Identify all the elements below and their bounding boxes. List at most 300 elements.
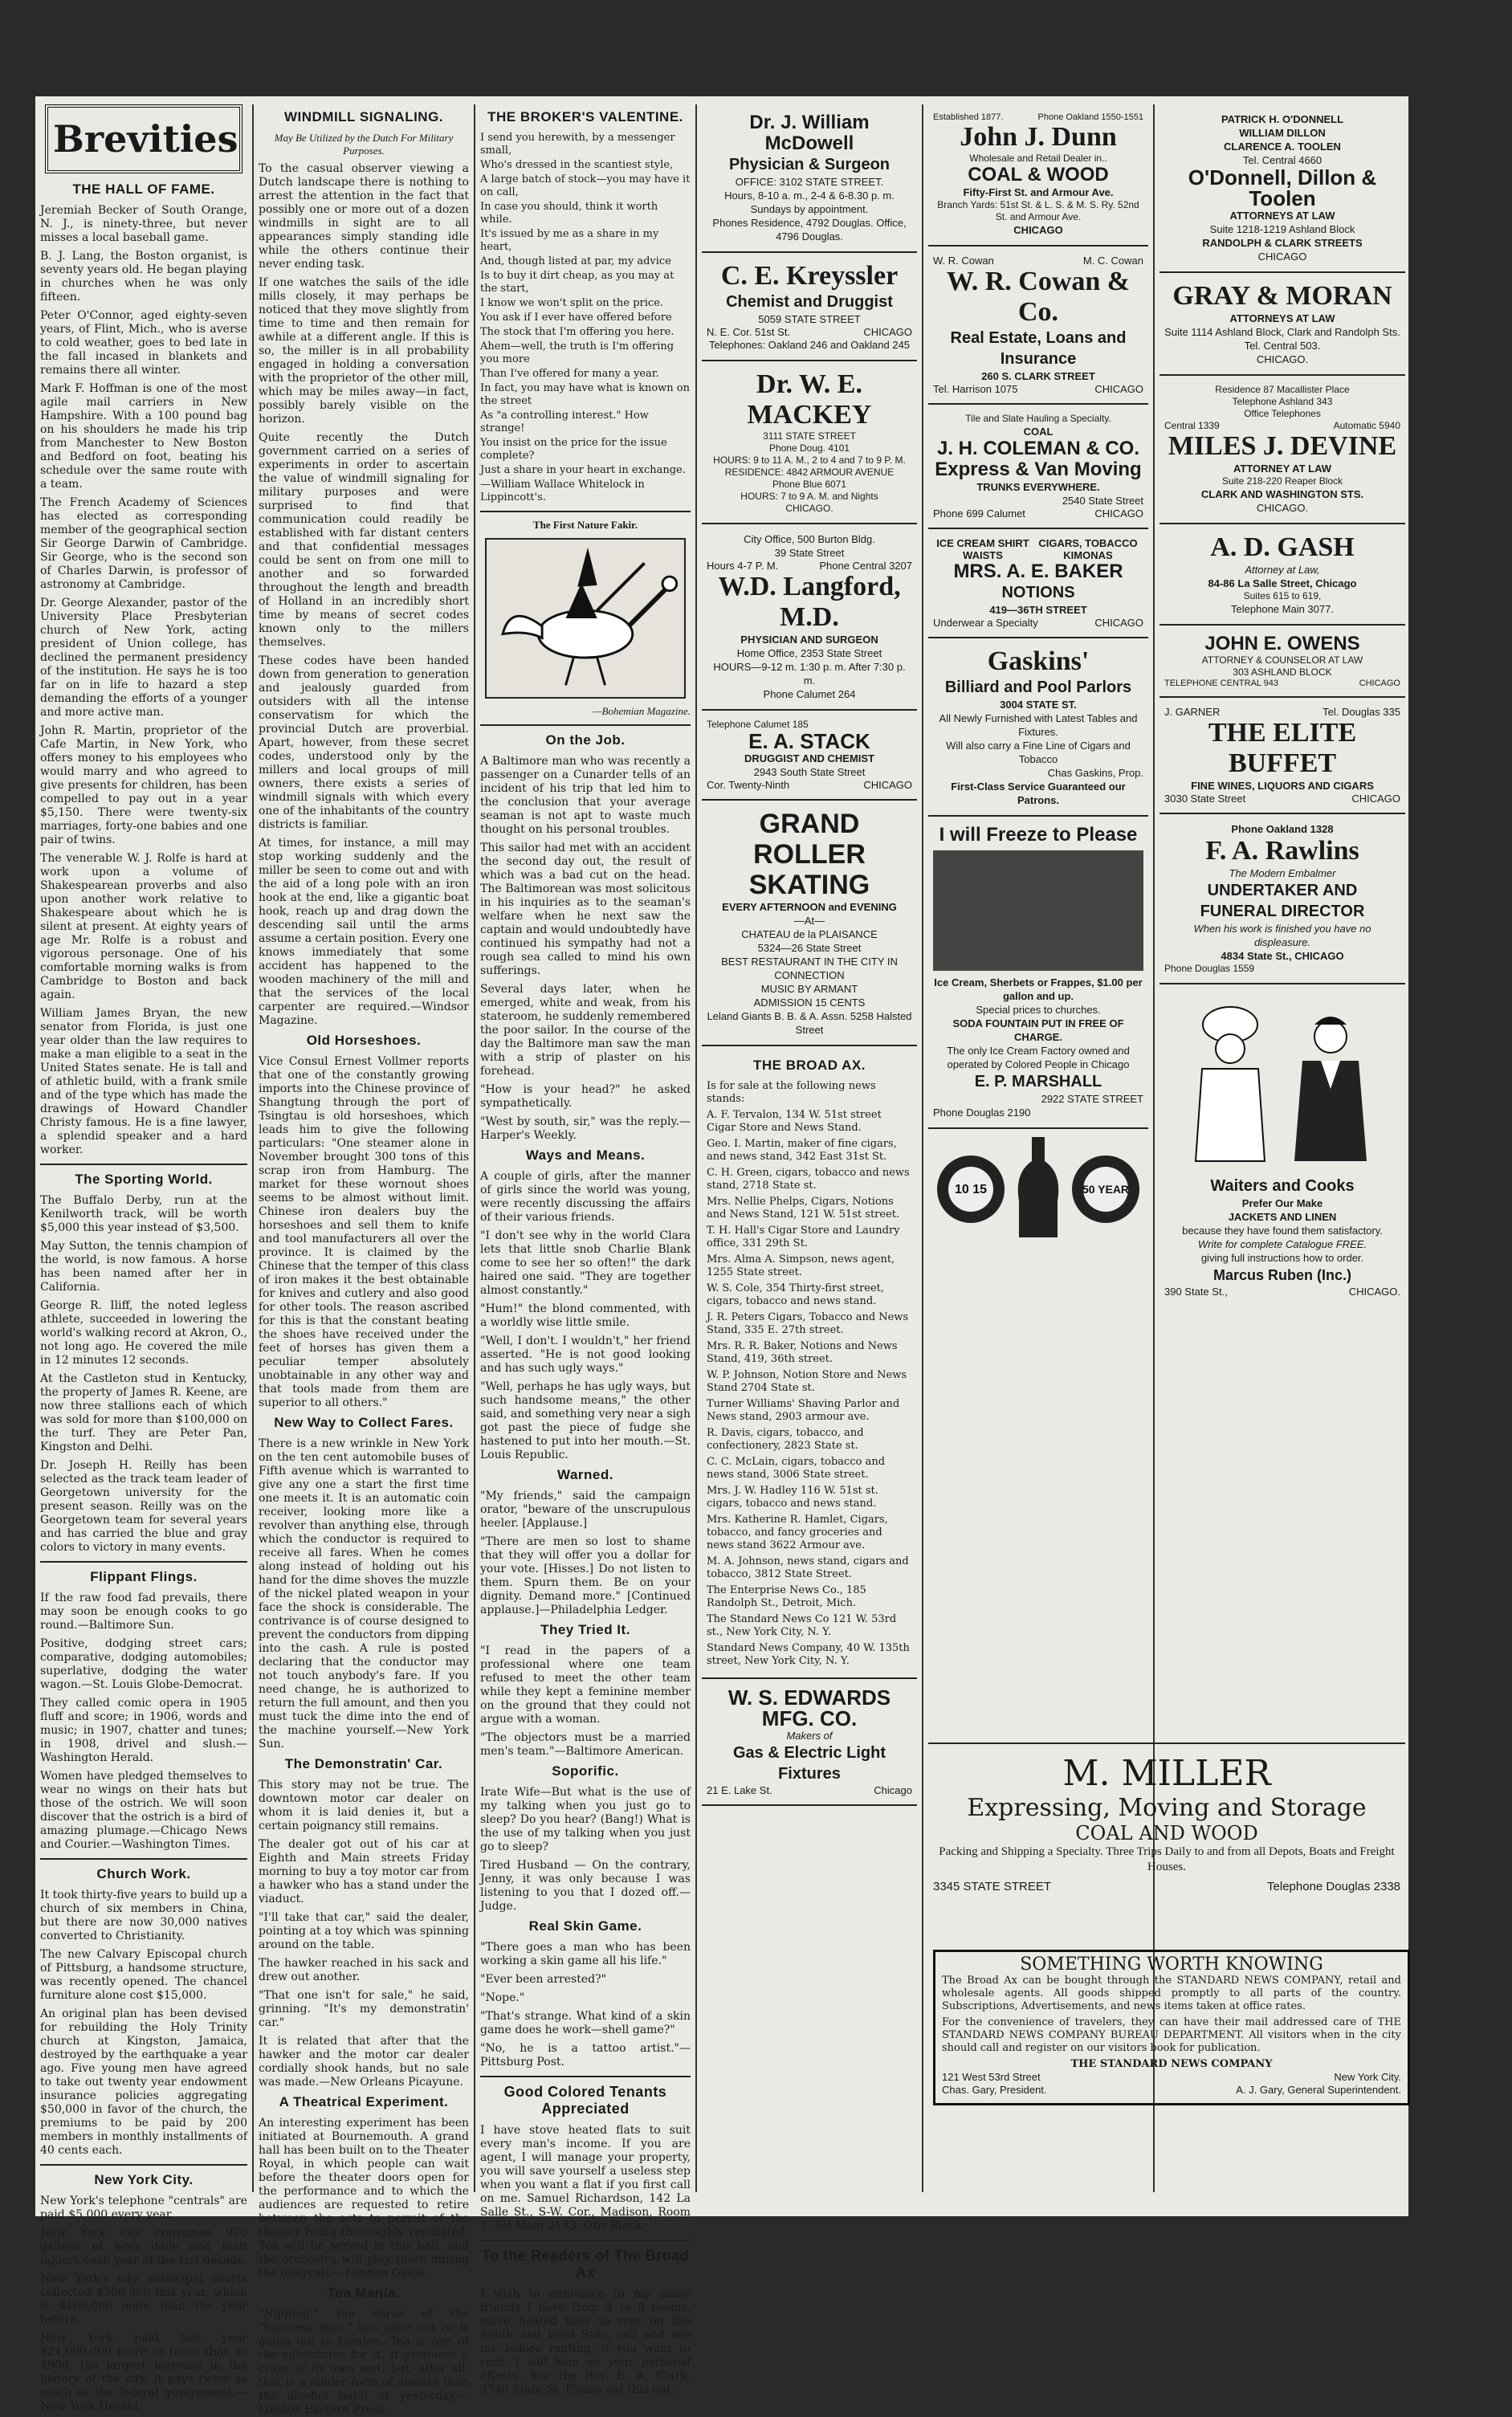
- ad-line: CHICAGO.: [1348, 1286, 1400, 1298]
- paragraph: I have stove heated flats to suit every man's income. If you are agent, I will manage your property, you will save yourself a useless step when you want a flat if you first call on me. Samuel Richardson, 142 La Salle St., S-W. Cor., Madison, Room 1, Tel Main 2133. Otis Block.: [480, 2124, 691, 2232]
- article-headline: They Tried It.: [540, 1622, 630, 1637]
- ad-line: 3004 STATE ST.: [1000, 699, 1077, 711]
- ad-line: ADMISSION 15 CENTS: [753, 997, 866, 1009]
- paragraph: An interesting experiment has been initiated at Bournemouth. A grand hall has been built on to the Theater Royal, in which people can wait before the theater doors open for the performance and to which the audiences are requested to retire between the acts to permit of the theater being thoroughly ventilated. Tea will be served in this hall, and the orchestra will play there during the intervals.—London Globe.: [259, 2117, 469, 2280]
- ad-line: Makers of: [786, 1730, 833, 1742]
- ad-name: GRAND: [759, 809, 860, 839]
- poem-line: It's issued by me as a share in my heart,: [480, 228, 659, 253]
- ad-title: COAL & WOOD: [968, 164, 1109, 185]
- article-headline: Soporific.: [552, 1763, 619, 1779]
- poem-line: Than I've offered for many a year.: [480, 368, 659, 380]
- ad-line: Central 1339: [1164, 420, 1220, 431]
- ad-title: Real Estate, Loans and Insurance: [950, 329, 1127, 368]
- ad-title: The Modern Embalmer: [1229, 867, 1336, 879]
- ad-stack: [702, 711, 917, 801]
- ad-name: Dr. W. E. MACKEY: [747, 369, 872, 430]
- ice-cream-factory-photo: [933, 850, 1143, 971]
- ad-line: HOURS: 7 to 9 A. M. and Nights: [740, 491, 878, 502]
- ad-name: E. A. STACK: [748, 729, 870, 753]
- paragraph: "I don't see why in the world Clara lets that little snob Charlie Blank come to see her so often!" the dark haired one said. "They are together almost constantly.": [480, 1229, 691, 1297]
- ad-line: 121 West 53rd Street: [942, 2071, 1041, 2083]
- list-item: J. R. Peters Cigars, Tobacco and News Stand, 335 E. 27th street.: [707, 1311, 909, 1336]
- ad-name: JOHN E. OWENS: [1204, 633, 1360, 654]
- ad-line: COAL AND WOOD: [1075, 1822, 1258, 1844]
- ad-line: 84-86 La Salle Street, Chicago: [1208, 577, 1357, 589]
- divider: [40, 2164, 247, 2166]
- ad-odonnell: [1159, 104, 1405, 273]
- paragraph: New York's telephone "centrals" are paid $5,000 every year.: [40, 2195, 247, 2221]
- article-headline: A Theatrical Experiment.: [279, 2094, 449, 2109]
- list-item: Mrs. Nellie Phelps, Cigars, Notions and News Stand, 121 W. 51st street.: [707, 1196, 900, 1221]
- ad-line: Fifty-First St. and Armour Ave.: [963, 186, 1114, 198]
- list-item: A. F. Tervalon, 134 W. 51st street Cigar Store and News Stand.: [707, 1109, 882, 1134]
- ad-line: JACKETS AND LINEN: [1228, 1211, 1337, 1223]
- ad-line: N. E. Cor. 51st St.: [707, 326, 791, 338]
- ad-name: MRS. A. E. BAKER: [953, 560, 1123, 582]
- ad-line: FUNERAL DIRECTOR: [1200, 903, 1365, 920]
- ad-line: Chicago: [874, 1784, 912, 1796]
- column-2: [259, 104, 469, 2416]
- ad-ruben: [1159, 984, 1405, 1306]
- ad-line: J. GARNER: [1164, 706, 1221, 718]
- ad-title: Expressing, Moving and Storage: [967, 1794, 1367, 1822]
- ad-line: CHICAGO: [863, 779, 912, 791]
- ad-title: ATTORNEY & COUNSELOR AT LAW: [1201, 654, 1363, 666]
- poem-line: Ahem—well, the truth is I'm offering you more: [480, 340, 674, 365]
- ad-row: [933, 112, 1143, 122]
- list-item: W. S. Cole, 354 Thirty-first street, cigars, tobacco and news stand.: [707, 1282, 885, 1307]
- paragraph: John R. Martin, proprietor of the Cafe Martin, in New York, who offers money to his employees who would marry and who agreed to give presents for children, has been compelled to pay out in a year $5,150. There were twenty-six marriages, forty-one babies and one pair of twins.: [40, 724, 247, 846]
- ad-owens: [1159, 626, 1405, 698]
- ad-name: J. H. COLEMAN & CO.: [936, 438, 1139, 459]
- poem-line: I know we won't split on the price.: [480, 297, 664, 309]
- ad-line: Packing and Shipping a Specialty. Three Trips Daily to and from all Depots, Boats and Freight Houses.: [939, 1845, 1395, 1873]
- poem-line: —William Wallace Whitelock in Lippincott's.: [480, 479, 645, 503]
- ad-line: 5324—26 State Street: [757, 942, 862, 954]
- ad-line: Hours 4-7 P. M.: [707, 560, 779, 572]
- ad-title: Express & Van Moving: [935, 459, 1142, 480]
- ad-name: John J. Dunn: [960, 122, 1117, 152]
- ad-line: Tile and Slate Hauling a Specialty.: [965, 413, 1111, 424]
- column-4: [702, 104, 917, 2192]
- ad-title: Billiard and Pool Parlors: [944, 679, 1132, 696]
- ad-name: W. S. EDWARDS MFG. CO.: [727, 1685, 891, 1730]
- ad-mcdowell: [702, 104, 917, 253]
- divider: [40, 1858, 247, 1860]
- seal-label: 50 YEAR: [1082, 1183, 1129, 1196]
- paragraph: Peter O'Connor, aged eighty-seven years, of Flint, Mich., who is averse to cold weather, goes to bed late in the fall incased in blankets and remains there all winter.: [40, 309, 247, 377]
- illustration-caption: The First Nature Fakir.: [533, 519, 638, 531]
- ad-line: 3111 STATE STREET: [763, 430, 856, 442]
- ad-headline: Good Colored Tenants Appreciated: [503, 2084, 667, 2117]
- paragraph: The Broad Ax can be bought through the STANDARD NEWS COMPANY, retail and wholesale agents. All goods shipped promptly to all parts of the country. Subscriptions, Advertisements, and news items taken at office rates.: [942, 1975, 1401, 2012]
- ad-row: [933, 617, 1143, 629]
- ad-name: Dr. J. William McDowell: [749, 112, 870, 154]
- poem-line: And, though listed at par, my advice: [480, 255, 671, 267]
- paragraph: There is a new wrinkle in New York on the ten cent automobile buses of Fifth avenue which is warranted to give any one a start the first time one meets it. It is an automatic coin receiver, looking more like a revolver than anything else, through which the conductor is required to receive all fares. When he comes along instead of holding out his hand for the dime shoves the muzzle of the nickel plated weapon in your face the shock is considerable. The contrivance is of course designed to prevent the conductors from dipping into the cash. A rule is posted declaring that the conductor may not touch anybody's fare. If you need change, he is authorized to return the full amount, and then you must tuck the dime into the end of the machine yourself.—New York Sun.: [259, 1437, 469, 1751]
- ad-line: CHICAGO: [1351, 793, 1400, 805]
- paragraph: B. J. Lang, the Boston organist, is seventy years old. He began playing in churches when he was only fifteen.: [40, 250, 247, 304]
- paragraph: It took thirty-five years to build up a church of six members in China, but there are now 30,000 natives converted to Christianity.: [40, 1889, 247, 1942]
- paragraph: "There are men so lost to shame that they will offer you a dollar for your vote. [Hisses.] Do not listen to them. Spurn them. Be on your dignity. Demand more." [Continued applause.]—Philadelphia Ledger.: [480, 1535, 691, 1616]
- ad-line: Phone Oakland 1550-1551: [1037, 112, 1143, 122]
- ad-line: Phone Central 3207: [819, 560, 912, 572]
- ad-line: Suites 615 to 619,: [1243, 590, 1322, 601]
- ad-line: COAL: [1023, 426, 1054, 438]
- ad-name: M. MILLER: [1062, 1753, 1271, 1794]
- ad-row: [933, 1880, 1400, 1893]
- ad-name: GRAY & MORAN: [1172, 281, 1392, 311]
- ad-line: City Office, 500 Burton Bldg.: [744, 533, 875, 545]
- paragraph: At times, for instance, a mill may stop working suddenly and the miller be seen to come out and with the aid of a long pole with an iron hook at the end, like a gigantic boat hook, reach up and drag down the descending sail until the arms assume a certain position. Every one knows immediately that some accident has happened to the wooden machinery of the mill and that the services of the local carpenter are required.—Windsor Magazine.: [259, 837, 469, 1027]
- article-headline: Warned.: [557, 1467, 613, 1482]
- paragraph: May Sutton, the tennis champion of the world, is now famous. A horse has been named after her in California.: [40, 1240, 247, 1294]
- ad-line: Residence 87 Macallister Place: [1215, 384, 1350, 395]
- list-item: Mrs. Alma A. Simpson, news agent, 1255 State street.: [707, 1253, 895, 1278]
- ad-line: HOURS—9-12 m. 1:30 p. m. After 7:30 p. m.: [713, 661, 906, 687]
- paragraph: Dr. Joseph H. Reilly has been selected as the track team leader of Georgetown university for the present season. Reilly was on the Georgetown team for several years and has carried the blue and gray colors to victory in many events.: [40, 1459, 247, 1554]
- ad-row: [1164, 706, 1400, 718]
- stands-list: [707, 1080, 912, 1668]
- divider: [480, 2240, 691, 2241]
- ad-row: [707, 326, 912, 338]
- ad-miller: [928, 1742, 1405, 1903]
- list-item: Mrs. J. W. Hadley 116 W. 51st st. cigars, tobacco and news stand.: [707, 1485, 878, 1510]
- ad-line: CHICAGO: [1094, 617, 1143, 629]
- witch-on-goose-illustration: [485, 538, 686, 699]
- ad-row: [933, 383, 1143, 395]
- ad-line: —At—: [793, 915, 825, 927]
- ad-line: Telephone Calumet 185: [707, 719, 809, 730]
- paragraph: The new Calvary Episcopal church of Pittsburg, a handsome structure, was recently opened. The chancel furniture alone cost $15,000.: [40, 1948, 247, 2002]
- poem: [480, 132, 691, 504]
- ad-line: PATRICK H. O'DONNELL: [1221, 113, 1344, 125]
- illustration-credit: —Bohemian Magazine.: [592, 705, 691, 717]
- ad-line: 2943 South State Street: [753, 766, 866, 778]
- ad-name: MILES J. DEVINE: [1168, 431, 1397, 461]
- paragraph: "The objectors must be a married men's team."—Baltimore American.: [480, 1731, 691, 1758]
- article-headline: THE BROKER'S VALENTINE.: [487, 109, 683, 124]
- paragraph: Irate Wife—But what is the use of my talking when you just go to sleep? Do you hear? (Bang!) What is the use of my talking when you just go to sleep?: [480, 1786, 691, 1853]
- ad-name: A. D. GASH: [1210, 532, 1355, 562]
- ad-title: ATTORNEYS AT LAW: [1229, 312, 1335, 324]
- ad-name: W. R. Cowan & Co.: [946, 267, 1131, 327]
- ad-line: Established 1877.: [933, 112, 1004, 122]
- ad-line: CHICAGO.: [785, 503, 833, 514]
- column-rule: [252, 104, 254, 2192]
- poem-line: In case you should, think it worth while.: [480, 201, 658, 226]
- ad-line: 260 S. CLARK STREET: [981, 370, 1095, 382]
- ad-title: ATTORNEYS AT LAW: [1229, 210, 1335, 222]
- ad-line: CIGARS, TOBACCO KIMONAS: [1038, 537, 1138, 561]
- paragraph: George R. Iliff, the noted legless athlete, succeeded in lowering the world's walking record at Akron, O., not long ago. He covered the mile in 12 minutes 12 seconds.: [40, 1299, 247, 1367]
- ad-name: THE ELITE BUFFET: [1208, 718, 1357, 778]
- ad-labels: [928, 1129, 1148, 1249]
- paragraph: New York paid last year $21,000,000 more in taxes than in 1906, the largest increase in the history of the city. It pays twice as much as the federal government.—New York Herald.: [40, 2332, 247, 2413]
- section-heading: THE HALL OF FAME.: [72, 181, 215, 197]
- ad-line: Leland Giants B. B. & A. Assn. 5258 Halsted Street: [707, 1010, 912, 1036]
- seal-label: 10 15: [955, 1183, 988, 1196]
- paragraph: A Baltimore man who was recently a passenger on a Cunarder tells of an incident of his trip that led him to the conclusion that your average seaman is not apt to waste much thought on his personal troubles.: [480, 755, 691, 836]
- paragraph: "Nope.": [480, 1991, 525, 2004]
- ad-line: 3345 STATE STREET: [933, 1880, 1051, 1893]
- ad-name: W.D. Langford, M.D.: [718, 572, 901, 632]
- ad-roller-skating: [702, 801, 917, 1046]
- paragraph: They called comic opera in 1905 fluff and score; in 1906, words and music; in 1907, chatter and tunes; in 1908, drivel and slush.—Washington Herald.: [40, 1697, 247, 1764]
- paragraph: "West by south, sir," was the reply.—Harper's Weekly.: [480, 1115, 691, 1142]
- paragraph: Several days later, when he emerged, white and weak, from his stateroom, he suddenly remembered the poor sailor. In the course of the day the Baltimore man saw the man with a strip of plaster on his forehead.: [480, 983, 691, 1078]
- article-headline: The Demonstratin' Car.: [284, 1756, 443, 1771]
- paragraph: An original plan has been devised for rebuilding the Holy Trinity church at Kingston, Jamaica, destroyed by the earthquake a year ago. Five young men have agreed to take out twenty year endowment insurance policies aggregating $50,000 in favor of the church, the premiums to be paid by 200 members in monthly installments of 40 cents each.: [40, 2007, 247, 2157]
- ad-gaskins: [928, 638, 1148, 817]
- divider: [480, 724, 691, 726]
- ad-line: Office Telephones: [1244, 408, 1321, 419]
- ad-line: SODA FOUNTAIN PUT IN FREE OF CHARGE.: [952, 1017, 1124, 1043]
- article-subhead: May Be Utilized by the Dutch For Military Purposes.: [274, 132, 454, 157]
- ad-devine: [1159, 376, 1405, 524]
- ad-line: W. R. Cowan: [933, 255, 994, 267]
- ad-line: 21 E. Lake St.: [707, 1784, 772, 1796]
- ad-line: Underwear a Specialty: [933, 617, 1038, 629]
- column-rule: [474, 104, 475, 2192]
- ad-title: ATTORNEY AT LAW: [1233, 463, 1332, 475]
- list-item: W. P. Johnson, Notion Store and News Stand 2704 State st.: [707, 1369, 907, 1394]
- ad-line: When his work is finished you have no displeasure.: [1193, 923, 1371, 948]
- paragraph: Women have pledged themselves to wear no wings on their hats but those of the ostrich. We will soon discover that the ostrich is a bird of amazing plumage.—Chicago News and Courier.—Washington Times.: [40, 1770, 247, 1851]
- divider: [40, 1164, 247, 1165]
- article-headline: On the Job.: [545, 732, 626, 748]
- ad-line: Tel. Central 4660: [1242, 154, 1322, 166]
- paragraph: "I read in the papers of a professional where one team refused to meet the other team while they kept a feminine member on the ground that they could not argue with a woman.: [480, 1645, 691, 1726]
- ad-line: ICE CREAM SHIRT WAISTS: [936, 537, 1029, 561]
- ad-line: Branch Yards: 51st St. & L. S. & M. S. Ry. 52nd St. and Armour Ave.: [937, 199, 1139, 222]
- ad-line: Chas. Gary, President.: [942, 2084, 1047, 2096]
- list-item: C. H. Green, cigars, tobacco and news stand, 2718 State st.: [707, 1167, 910, 1192]
- paragraph: A couple of girls, after the manner of girls since the world was young, were recently discussing the affairs of their various friends.: [480, 1170, 691, 1224]
- ad-line: Phone Douglas 2190: [933, 1107, 1031, 1119]
- ad-line: CHICAGO: [1013, 224, 1063, 236]
- divider: [480, 2076, 691, 2077]
- ad-line: CHICAGO: [1359, 679, 1400, 688]
- seal-icon: [935, 1153, 1007, 1225]
- ad-row: [707, 560, 912, 572]
- ad-line: Write for complete Catalogue FREE.: [1197, 1238, 1367, 1250]
- article-headline: WINDMILL SIGNALING.: [283, 109, 444, 124]
- article-headline: Old Horseshoes.: [306, 1033, 422, 1048]
- ad-line: Suite 1114 Ashland Block, Clark and Randolph Sts. Tel. Central 503.: [1164, 326, 1400, 352]
- ad-name: O'Donnell, Dillon &: [1188, 165, 1377, 190]
- brevities-masthead: Brevities: [45, 104, 242, 173]
- ad-line: Hours, 8-10 a. m., 2-4 & 6-8.30 p. m.: [724, 190, 895, 202]
- ad-line: Sundays by appointment.: [750, 203, 869, 215]
- ad-line: TRUNKS EVERYWHERE.: [976, 481, 1100, 493]
- paragraph: William James Bryan, the new senator from Florida, is just one year older than the law requires to make a man eligible to a seat in the United States senate. He is tall and of athletic build, with a frank smile and of the type which has made the drawings of Howard Chandler Christy famous. He is a fine lawyer, a splendid speaker and a hard worker.: [40, 1007, 247, 1156]
- ad-line: Wholesale and Retail Dealer in..: [969, 153, 1107, 164]
- ad-line: BEST RESTAURANT IN THE CITY IN CONNECTION: [721, 956, 898, 981]
- paragraph: "Well, perhaps he has ugly ways, but such handsome means," the other said, and something very near a sigh got past the piece of fudge she hastened to put into her mouth.—St. Louis Republic.: [480, 1380, 691, 1461]
- list-item: Mrs. R. R. Baker, Notions and News Stand, 419, 36th street.: [707, 1340, 898, 1365]
- paragraph: This story may not be true. The downtown motor car dealer on whom it is laid denies it, but a certain poignancy still remains.: [259, 1779, 469, 1832]
- article-headline: Ways and Means.: [525, 1147, 646, 1163]
- paragraph: The dealer got out of his car at Eighth and Main streets Friday morning to buy a toy motor car from a hawker who has a stand under the viaduct.: [259, 1838, 469, 1905]
- poem-line: The stock that I'm offering you here.: [480, 326, 674, 338]
- ad-line: RANDOLPH & CLARK STREETS: [1202, 237, 1363, 249]
- ad-row: [933, 537, 1143, 561]
- ad-line: Cor. Twenty-Ninth: [707, 779, 790, 791]
- ad-name: Gaskins': [987, 646, 1090, 676]
- ad-line: WILLIAM DILLON: [1239, 127, 1326, 139]
- paragraph: New York's city municipal courts collected $300,960 this year, which is $100,000 more than the year before.: [40, 2272, 247, 2326]
- ad-row: [1164, 679, 1400, 688]
- poem-line: In fact, you may have what is known on the street: [480, 382, 690, 407]
- list-item: Turner Williams' Shaving Parlor and News stand, 2903 armour ave.: [707, 1398, 900, 1423]
- ad-name: C. E. Kreyssler: [720, 261, 899, 291]
- paragraph: This sailor had met with an accident the second day out, the result of which was a bad cut on the head. The Baltimorean was most solicitous in his inquiries as to the seaman's welfare when he next saw the captain and would undoubtedly have continued his sympathy had not a rough sea called to mind his own sufferings.: [480, 842, 691, 977]
- section-heading: THE BROAD AX.: [753, 1058, 866, 1073]
- paragraph: Mark F. Hoffman is one of the most agile mail carriers in New Hampshire. With a 100 pound bag on his shoulders he made his trip from Manchester to New Boston and Bedford on foot, beating his schedule over the same route with a team.: [40, 382, 247, 491]
- ad-name: ROLLER: [753, 839, 866, 870]
- ad-langford: [702, 524, 917, 711]
- seal-icon: [1070, 1153, 1142, 1225]
- ad-line: OFFICE: 3102 STATE STREET.: [735, 176, 884, 188]
- paragraph: "Ever been arrested?": [480, 1973, 607, 1986]
- ad-line: First-Class Service Guaranteed our Patrons.: [951, 781, 1126, 806]
- paragraph: The hawker reached in his sack and drew out another.: [259, 1957, 469, 1983]
- ad-line: CLARENCE A. TOOLEN: [1224, 141, 1341, 153]
- ad-line: CHICAGO: [863, 326, 912, 338]
- ad-kreyssler: [702, 253, 917, 361]
- ad-line: Ice Cream, Sherbets or Frappes, $1.00 per gallon and up.: [934, 976, 1143, 1002]
- ad-rawlins: [1159, 814, 1405, 984]
- paragraph: At the Castleton stud in Kentucky, the property of James R. Keene, are now three stallions each of which was sold for more than $100,000 on the turf. They are Peter Pan, Kingston and Delhi.: [40, 1372, 247, 1453]
- ad-row: [942, 2071, 1401, 2084]
- list-item: C. C. McLain, cigars, tobacco and news stand, 3006 State street.: [707, 1456, 886, 1481]
- ad-name: Marcus Ruben (Inc.): [1212, 1267, 1352, 1283]
- paragraph: "That's strange. What kind of a skin game does he work—shell game?": [480, 2010, 691, 2036]
- ad-title: Attorney at Law,: [1245, 564, 1320, 576]
- ad-line: 2922 STATE STREET: [1041, 1093, 1143, 1105]
- paragraph: I wish to announce to my many friends I have from 4 to 8 rooms, stove heated flats to rent on the South and West Side, call and see me before renting, if you want to rent, I will loan on your personal effects. See the Rev. E. A. Clark, 3740 State St. Please cut this out.: [480, 2288, 691, 2396]
- ad-line: CHICAGO: [1257, 251, 1307, 263]
- ad-line: Chas Gaskins, Prop.: [1047, 767, 1143, 779]
- ad-line: New York City.: [1334, 2071, 1401, 2083]
- ad-title: Gas & Electric Light Fixtures: [732, 1744, 886, 1783]
- ad-line: The only Ice Cream Factory owned and operated by Colored People in Chicago: [947, 1045, 1130, 1070]
- ad-line: CLARK AND WASHINGTON STS.: [1200, 488, 1364, 500]
- ad-title: DRUGGIST AND CHEMIST: [744, 752, 875, 764]
- ad-line: Suite 1218-1219 Ashland Block: [1209, 223, 1355, 235]
- ad-line: UNDERTAKER AND: [1207, 882, 1358, 899]
- ad-line: Suite 218-220 Reaper Block: [1221, 475, 1343, 487]
- poem-line: Who's dressed in the scantiest style,: [480, 159, 674, 171]
- ad-line: Waiters and Cooks: [1210, 1177, 1355, 1195]
- ad-line: TELEPHONE CENTRAL 943: [1164, 679, 1279, 688]
- ad-line: CHATEAU de la PLAISANCE: [741, 928, 878, 940]
- paragraph: Jeremiah Becker of South Orange, N. J., is ninety-three, but never misses a local baseball game.: [40, 204, 247, 244]
- paragraph: Positive, dodging street cars; comparative, dodging automobiles; superlative, dodging the water wagon.—St. Louis Globe-Democrat.: [40, 1637, 247, 1691]
- ad-row: [1164, 793, 1400, 805]
- ad-line: Prefer Our Make: [1241, 1197, 1323, 1209]
- ad-line: Telephone Ashland 343: [1232, 396, 1333, 407]
- poem-line: I send you herewith, by a messenger small,: [480, 132, 675, 157]
- bottle-icon: [1014, 1137, 1062, 1241]
- paragraph: "Hum!" the blond commented, with a worldly wise little smile.: [480, 1302, 691, 1329]
- ad-cowan: [928, 247, 1148, 405]
- paragraph: If the raw food fad prevails, there may soon be enough cooks to go round.—Baltimore Sun.: [40, 1592, 247, 1632]
- ad-line: Phone Oakland 1328: [1231, 823, 1334, 835]
- list-item: Standard News Company, 40 W. 135th street, New York City, N. Y.: [707, 1642, 910, 1667]
- ad-name: I will Freeze to Please: [939, 824, 1138, 846]
- ad-elite-buffet: [1159, 698, 1405, 814]
- ad-line: 5059 STATE STREET: [758, 313, 861, 325]
- ad-name: F. A. Rawlins: [1205, 836, 1359, 866]
- paragraph: "Nipping," the curse of the "business man," has gone out or is going out in London. Tea is one of the substitutes for it. It produces a craze of its own sort; but, after all, that is a milder form of disease than the alcohol habit of yesterday.—London Eastern Press.: [259, 2308, 469, 2416]
- paragraph: "I'll take that car," said the dealer, pointing at a toy which was spinning around on the table.: [259, 1911, 469, 1951]
- column-1: [40, 104, 247, 2413]
- ad-line: Home Office, 2353 State Street: [736, 647, 882, 659]
- waiters-illustration: [1170, 992, 1395, 1169]
- list-item: Is for sale at the following news stands:: [707, 1080, 876, 1105]
- article-headline: Tea Mania.: [327, 2285, 401, 2301]
- ad-line: CHICAGO.: [1256, 353, 1309, 365]
- ad-title: PHYSICIAN AND SURGEON: [740, 634, 878, 646]
- list-item: T. H. Hall's Cigar Store and Laundry office, 331 29th St.: [707, 1225, 900, 1249]
- ad-line: 2540 State Street: [1062, 495, 1143, 507]
- ad-line: Special prices to churches.: [976, 1004, 1101, 1016]
- column-rule: [922, 104, 923, 2192]
- ad-line: Phone Doug. 4101: [768, 442, 850, 454]
- ad-line: Phone Calumet 264: [763, 688, 856, 700]
- section-heading: Flippant Flings.: [90, 1569, 198, 1584]
- paragraph: If one watches the sails of the idle mills closely, it may perhaps be noticed that they move slightly from time to time and then remain for awhile at a different angle. If this is so, the miller is in all probability engaged in holding a conversation with the proprietor of the other mill, which may be miles away—in fact, possibly barely visible on the horizon.: [259, 276, 469, 426]
- list-item: M. A. Johnson, news stand, cigars and tobacco, 3812 State Street.: [707, 1555, 909, 1580]
- paragraph: The Buffalo Derby, run at the Kenilworth track, will be worth $5,000 this year instead of $3,500.: [40, 1194, 247, 1234]
- list-item: The Standard News Co 121 W. 53rd st., New York City, N. Y.: [707, 1613, 897, 1638]
- paragraph: For the convenience of travelers, they can have their mail addressed care of THE STANDARD NEWS COMPANY BUREAU DEPARTMENT. All visitors when in the city should call and register on our visitors book for publication.: [942, 2016, 1401, 2054]
- poem-line: Just a share in your heart in exchange.: [480, 464, 686, 476]
- ad-line: A. J. Gary, General Superintendent.: [1236, 2084, 1401, 2096]
- paragraph: "My friends," said the campaign orator, "beware of the unscrupulous heeler. [Applause.]: [480, 1490, 691, 1530]
- company-name: THE STANDARD NEWS COMPANY: [1070, 2058, 1273, 2070]
- ad-line: Phone 699 Calumet: [933, 507, 1025, 520]
- ad-line: Telephone Main 3077.: [1231, 603, 1334, 615]
- ad-line: FINE WINES, LIQUORS AND CIGARS: [1191, 780, 1374, 792]
- list-item: Mrs. Katherine R. Hamlet, Cigars, tobacco, and fancy groceries and news stand 3622 Armour ave.: [707, 1514, 888, 1551]
- paragraph: "There goes a man who has been working a skin game all his life.": [480, 1941, 691, 1967]
- ad-line: Telephone Douglas 2338: [1267, 1880, 1400, 1893]
- article-headline: Real Skin Game.: [528, 1918, 642, 1934]
- ad-line: Telephones: Oakland 246 and Oakland 245: [708, 339, 911, 351]
- paragraph: Quite recently the Dutch government carried on a series of experiments in order to ascertain the value of windmill signaling for military purposes and were surprised to find that communication could readily be established with far distant centers and that confidential messages could be sent on from one mill to another and so forwarded throughout the length and breadth of Holland in an incredibly short time by means of secret codes known only to the millers themselves.: [259, 431, 469, 649]
- ad-name: SKATING: [748, 870, 870, 900]
- paragraph: "How is your head?" he asked sympathetically.: [480, 1083, 691, 1110]
- list-item: R. Davis, cigars, tobacco, and confectionery, 2823 State st.: [707, 1427, 864, 1452]
- ad-title: Chemist and Druggist: [726, 293, 893, 311]
- broad-ax-stands: [702, 1046, 917, 1677]
- column-rule: [695, 104, 697, 2192]
- ad-line: Automatic 5940: [1333, 420, 1400, 431]
- ad-line: 4834 State St., CHICAGO: [1221, 950, 1344, 962]
- section-heading: The Sporting World.: [75, 1172, 213, 1187]
- list-item: Geo. I. Martin, maker of fine cigars, and news stand, 342 East 31st St.: [707, 1138, 897, 1163]
- ad-line: Phone Douglas 1559: [1164, 963, 1255, 974]
- ad-edwards: [702, 1677, 917, 1806]
- paragraph: These codes have been handed down from generation to generation and jealously guarded from outsiders with all the intense conservatism for which the provincial Dutch are proverbial. Apart, however, from these secret codes, understood only by the millers and local groups of mill owners, there exists a series of windmill signals with which every one of the inhabitants of the country districts is familiar.: [259, 654, 469, 831]
- poem-line: Is to buy it dirt cheap, as you may at the start,: [480, 270, 674, 295]
- ad-line: giving full instructions how to order.: [1200, 1252, 1364, 1264]
- paragraph: The venerable W. J. Rolfe is hard at work upon a volume of Shakespearean proverbs and also upon another work relative to Shakespeare about which he is silent at present. At eighty years of age Mr. Rolfe is a robust and vigorous personage. One of his comfortable morning walks is from Cambridge to Boston and back again.: [40, 852, 247, 1001]
- list-item: The Enterprise News Co., 185 Randolph St., Detroit, Mich.: [707, 1584, 866, 1609]
